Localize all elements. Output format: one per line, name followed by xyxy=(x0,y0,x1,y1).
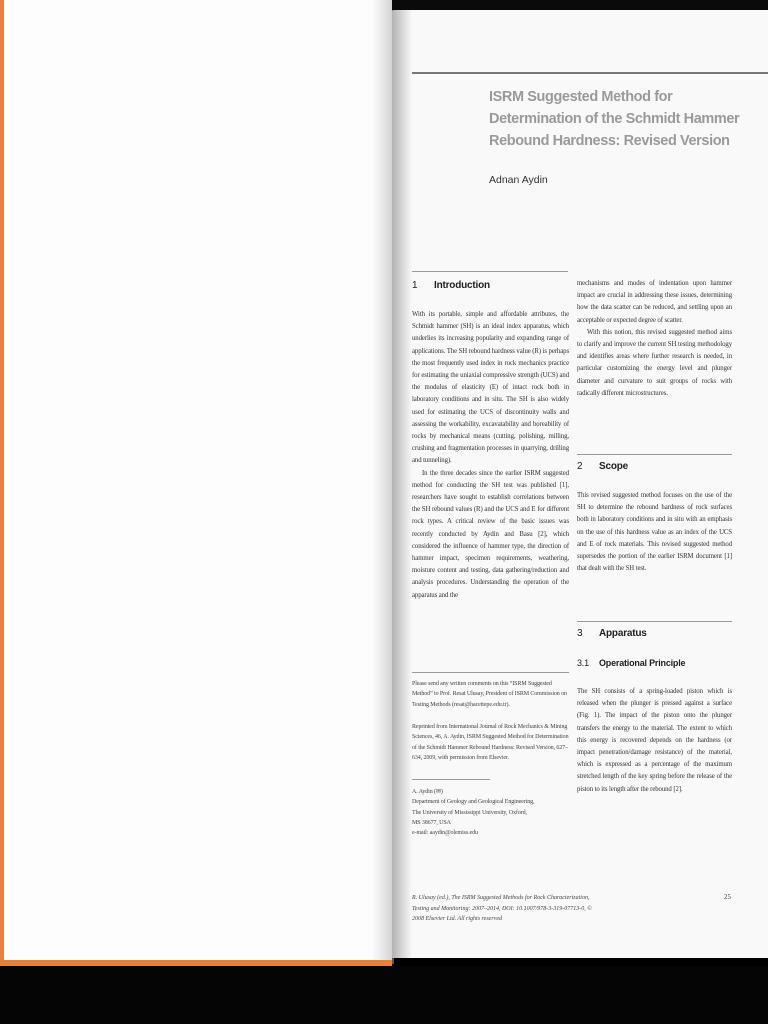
section-number: 2 xyxy=(577,461,583,472)
section-heading-introduction xyxy=(412,280,490,291)
section-number: 1 xyxy=(412,280,418,291)
section-heading-scope xyxy=(577,461,628,472)
author-affiliation xyxy=(412,787,569,838)
section-number: 3 xyxy=(577,628,583,639)
chapter-top-rule xyxy=(412,72,768,74)
scan-background xyxy=(0,966,768,1024)
intro-body-left xyxy=(412,309,569,602)
footnote-reprint-text: Reprinted from International Journal of Rock Mechanics & Mining Sciences, 46, A. Aydin, ISRM Suggested Method for Determination of the Schmidt Hammer Rebound Hardness: Revised Version, 627–634, 2009, with permission from Elsevier. xyxy=(412,724,569,761)
footnote-reprint xyxy=(412,722,569,763)
intro-paragraph-2: In the three decades since the earlier ISRM suggested method for conducting the SH test was published [1], researchers have sought to establish correlations between the SH rebound values (R) and the UCS and E for different rock types. A critical review of the basic issues was recently conducted by Aydin and Basu [2], which considered the influence of hammer type, the direction of hammer impact, specimen requirements, weathering, moisture content and testing, data gathering/reduction and analysis procedures. Understanding the operation of the apparatus and the xyxy=(412,469,569,599)
footnote-comments xyxy=(412,679,569,710)
operational-principle-body xyxy=(577,686,732,796)
intro-paragraph-3: mechanisms and modes of indentation upon hammer impact are crucial in addressing these issues, determining how the data scatter can be reduced, and settling upon an acceptable or expected degree of scatter. xyxy=(577,280,732,324)
section-title: Apparatus xyxy=(599,628,647,639)
affiliation-email: e-mail: aaydin@olemiss.edu xyxy=(412,830,478,837)
intro-section-rule xyxy=(412,271,568,272)
section-title: Introduction xyxy=(434,280,490,291)
page-number: 25 xyxy=(724,893,731,901)
scan-top-background xyxy=(392,0,768,10)
gutter-shadow xyxy=(392,10,412,958)
chapter-title: ISRM Suggested Method for Determination of the Schmidt Hammer Rebound Hardness: Revised Version xyxy=(489,89,740,149)
subsection-title: Operational Principle xyxy=(599,658,686,668)
operational-principle-paragraph-1: The SH consists of a spring-loaded piston which is released when the plunger is pressed against a surface (Fig. 1). The impact of the piston onto the plunger transfers the energy to the material. The extent to which this energy is recovered depends on the hardness (or impact penetration/damage resistance) of the material, which is expressed as a percentage of the maximum stretched length of the key spring before the release of the piston to its length after the rebound [2]. xyxy=(577,688,732,793)
section-title: Scope xyxy=(599,461,629,472)
affiliation-university: The University of Mississippi University, Oxford, xyxy=(412,809,527,816)
affiliation-name: A. Aydin (✉) xyxy=(412,789,443,795)
chapter-author: Adnan Aydin xyxy=(489,174,548,186)
affiliation-department: Department of Geology and Geological Engineering, xyxy=(412,799,535,806)
book-citation-footer: R. Ulusay (ed.), The ISRM Suggested Methods for Rock Characterization, Testing and Monitoring: 2007–2014, DOI: 10.1007/978-3-319-07713-0, © 2008 Elsevier Ltd. All rights reserved xyxy=(412,895,592,922)
apparatus-section-rule xyxy=(577,621,732,622)
affiliation-rule xyxy=(412,779,490,780)
subsection-number: 3.1 xyxy=(577,658,589,668)
intro-paragraph-4: With this notion, this revised suggested method aims to clarify and improve the current SH testing methodology and identifies areas where further research is needed, in particular customizing the energy level and plunger diameter and curvature to suit groups of rocks with radically different microstructures. xyxy=(577,328,732,397)
footnote-rule xyxy=(412,672,569,673)
subsection-heading-operational-principle xyxy=(577,658,685,668)
scope-paragraph-1: This revised suggested method focuses on the use of the SH to determine the rebound hardness of rock surfaces both in laboratory conditions and in situ with an emphasis on the use of this hardness value as an index of the UCS and E of rock materials. This revised suggested method supersedes the portion of the earlier ISRM document [1] that dealt with the SH test. xyxy=(577,492,732,573)
intro-body-right xyxy=(577,278,732,400)
scope-section-rule xyxy=(577,454,732,455)
section-heading-apparatus xyxy=(577,628,647,639)
affiliation-address: MS 38677, USA xyxy=(412,819,451,826)
scope-body xyxy=(577,490,732,575)
left-page-fold-shadow xyxy=(372,0,394,964)
intro-paragraph-1: With its portable, simple and affordable attributes, the Schmidt hammer (SH) is an ideal index apparatus, which underlies its increasing popularity and expanding range of applications. The SH rebound hardness value (R) is perhaps the most frequently used index in rock mechanics practice for estimating the uniaxial compressive strength (UCS) and the modulus of elasticity (E) of intact rock both in laboratory conditions and in situ. The SH is also widely used for estimating the UCS of discontinuity walls and assessing the workability, excavatability and boreability of rocks by mechanical means (cutting, polishing, milling, crushing and fragmentation processes in quarrying, drilling and tunneling). xyxy=(412,311,569,465)
left-blank-page xyxy=(0,0,392,964)
footnote-comments-text: Please send any written comments on this “ISRM Suggested Method” to Prof. Resat Ulusay, President of ISRM Commission on Testing Methods (resat@hacettepe.edu.tr). xyxy=(412,681,567,708)
